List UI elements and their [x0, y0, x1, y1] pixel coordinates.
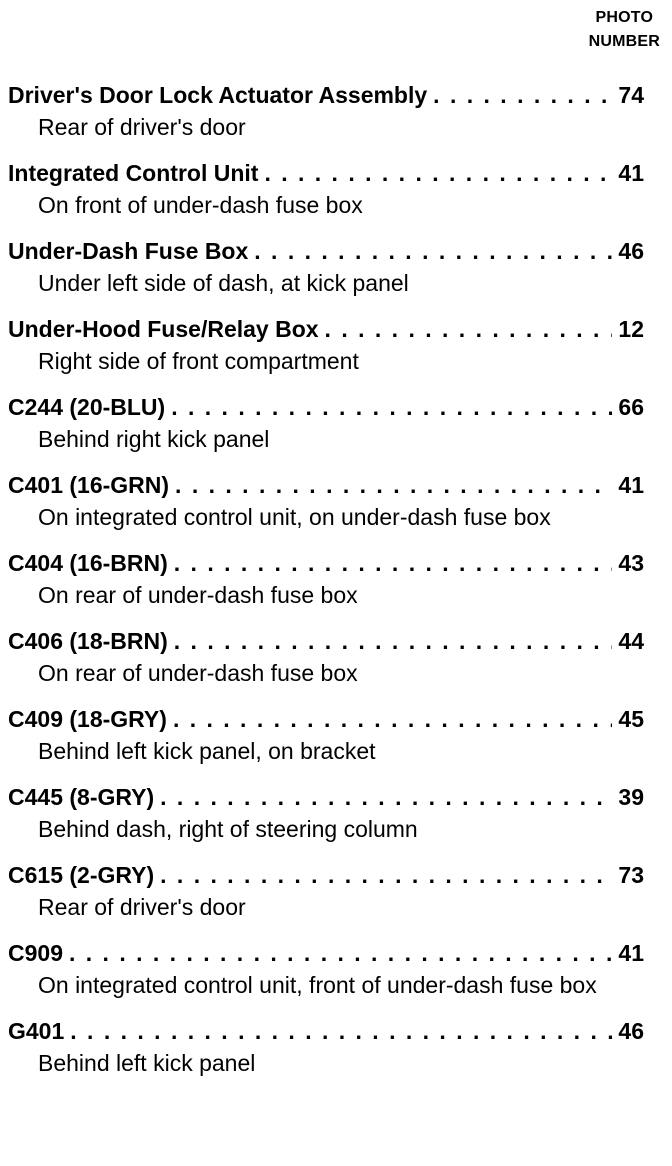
component-name: Integrated Control Unit: [8, 160, 259, 186]
photo-number: 46: [618, 1018, 644, 1044]
dot-leader: [254, 235, 612, 267]
photo-number: 41: [618, 940, 644, 966]
dot-leader: [174, 547, 613, 579]
photo-number: 41: [618, 472, 644, 498]
photo-number: 66: [618, 394, 644, 420]
component-location: Rear of driver's door: [38, 894, 246, 920]
list-item: [8, 235, 644, 299]
photo-number: 46: [618, 238, 644, 264]
component-name: C445 (8-GRY): [8, 784, 155, 810]
component-list: [8, 79, 644, 1093]
dot-leader: [433, 79, 612, 111]
photo-number: 12: [618, 316, 644, 342]
component-name: C244 (20-BLU): [8, 394, 166, 420]
dot-leader: [175, 469, 612, 501]
dot-leader: [171, 391, 612, 423]
component-name: C909: [8, 940, 63, 966]
list-item: [8, 547, 644, 611]
component-location: On integrated control unit, on under-dash fuse box: [38, 504, 551, 530]
photo-number: 44: [618, 628, 644, 654]
list-item: [8, 1015, 644, 1079]
list-item: [8, 937, 644, 1001]
photo-number: 74: [618, 82, 644, 108]
component-location: On integrated control unit, front of under-dash fuse box: [38, 972, 597, 998]
list-item: [8, 859, 644, 923]
component-location: On front of under-dash fuse box: [38, 192, 363, 218]
dot-leader: [70, 1015, 612, 1047]
component-location: Behind left kick panel, on bracket: [38, 738, 376, 764]
dot-leader: [173, 703, 612, 735]
component-name: C409 (18-GRY): [8, 706, 167, 732]
dot-leader: [325, 313, 613, 345]
list-item: [8, 469, 644, 533]
list-item: [8, 781, 644, 845]
list-item: [8, 79, 644, 143]
list-item: [8, 157, 644, 221]
component-name: C401 (16-GRN): [8, 472, 170, 498]
photo-number: 41: [618, 160, 644, 186]
photo-number: 45: [618, 706, 644, 732]
photo-number: 43: [618, 550, 644, 576]
list-item: [8, 313, 644, 377]
component-name: G401: [8, 1018, 65, 1044]
dot-leader: [174, 625, 613, 657]
component-location: On rear of under-dash fuse box: [38, 582, 358, 608]
component-location: Rear of driver's door: [38, 114, 246, 140]
component-name: C406 (18-BRN): [8, 628, 168, 654]
component-location: Right side of front compartment: [38, 348, 359, 374]
component-location: Under left side of dash, at kick panel: [38, 270, 409, 296]
dot-leader: [264, 157, 612, 189]
component-name: Under-Dash Fuse Box: [8, 238, 249, 264]
photo-number: 39: [618, 784, 644, 810]
component-name: Driver's Door Lock Actuator Assembly: [8, 82, 428, 108]
component-location: Behind left kick panel: [38, 1050, 256, 1076]
dot-leader: [160, 859, 612, 891]
list-item: [8, 391, 644, 455]
header-line-number: NUMBER: [588, 33, 660, 50]
list-item: [8, 625, 644, 689]
list-item: [8, 703, 644, 767]
component-location: On rear of under-dash fuse box: [38, 660, 358, 686]
dot-leader: [69, 937, 612, 969]
component-name: Under-Hood Fuse/Relay Box: [8, 316, 319, 342]
dot-leader: [160, 781, 612, 813]
component-location: Behind right kick panel: [38, 426, 270, 452]
component-location: Behind dash, right of steering column: [38, 816, 418, 842]
photo-number-column-header: [589, 6, 660, 54]
photo-number: 73: [618, 862, 644, 888]
header-line-photo: PHOTO: [595, 9, 654, 26]
component-name: C615 (2-GRY): [8, 862, 155, 888]
component-name: C404 (16-BRN): [8, 550, 168, 576]
